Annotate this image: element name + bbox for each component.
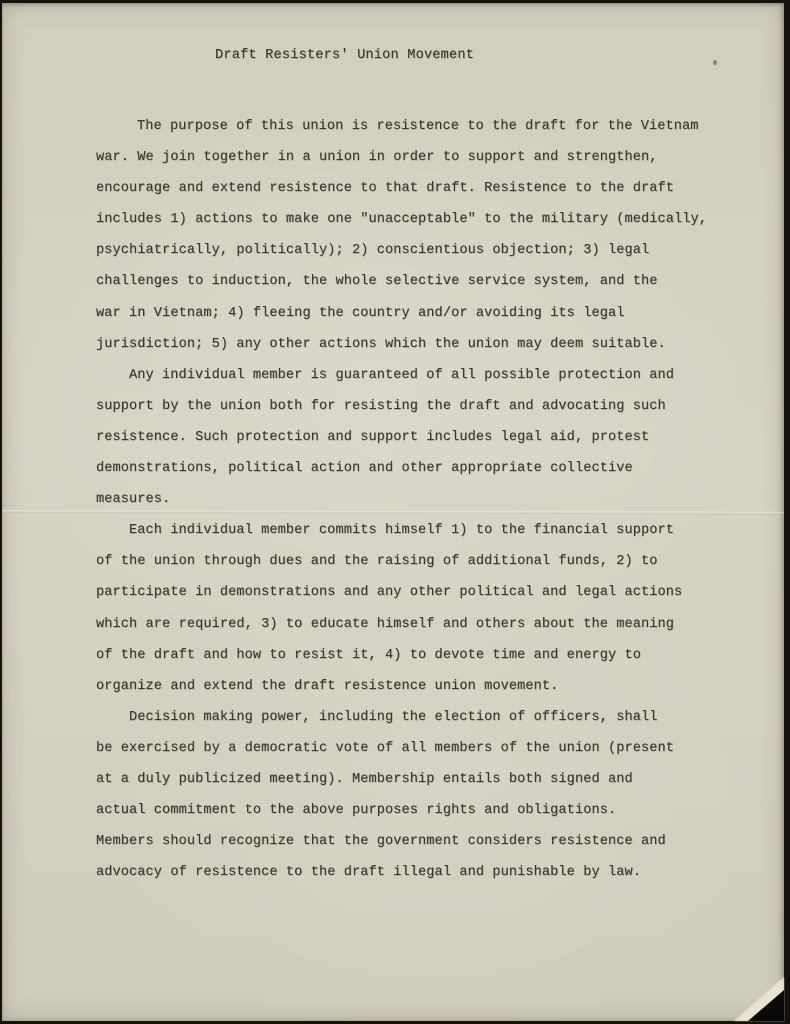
text-line: measures. [96, 492, 171, 508]
document-page [2, 3, 784, 888]
text-line: The purpose of this union is resistence to the draft for the Vietnam [137, 119, 699, 134]
text-line: participate in demonstrations and any other political and legal actions [96, 585, 683, 601]
text-line: Decision making power, including the election of officers, shall [129, 709, 658, 725]
text-line: Members should recognize that the government considers resistence and [96, 834, 666, 850]
text-line: jurisdiction; 5) any other actions which the union may deem suitable. [96, 336, 666, 352]
text-line: demonstrations, political action and other appropriate collective [96, 461, 633, 477]
text-line: includes 1) actions to make one "unacceptable" to the military (medically, [96, 212, 708, 228]
text-line: challenges to induction, the whole selective service system, and the [96, 274, 658, 290]
folded-corner-icon [748, 990, 784, 1021]
paper-sheet [2, 3, 784, 1021]
text-line: encourage and extend resistence to that draft. Resistence to the draft [96, 181, 675, 197]
paper-speck [713, 60, 717, 65]
text-line: actual commitment to the above purposes rights and obligations. [96, 803, 617, 819]
text-line: which are required, 3) to educate himself and others about the meaning [96, 616, 675, 632]
document-body [96, 111, 724, 888]
text-line: war in Vietnam; 4) fleeing the country and/or avoiding its legal [96, 305, 625, 321]
paragraph [96, 515, 724, 702]
text-line: of the draft and how to resist it, 4) to devote time and energy to [96, 647, 641, 663]
text-line: psychiatrically, politically); 2) conscientious objection; 3) legal [96, 243, 650, 259]
paragraph [96, 702, 724, 889]
text-line: organize and extend the draft resistence union movement. [96, 678, 559, 694]
text-line: Each individual member commits himself 1) to the financial support [129, 523, 674, 539]
text-line: war. We join together in a union in order to support and strengthen, [96, 150, 658, 166]
text-line: at a duly publicized meeting). Membership entails both signed and [96, 771, 633, 787]
page-title: Draft Resisters' Union Movement [215, 48, 475, 63]
paragraph [96, 360, 724, 515]
text-line: of the union through dues and the raising of additional funds, 2) to [96, 554, 658, 570]
text-line: Any individual member is guaranteed of all possible protection and [129, 367, 674, 383]
text-line: resistence. Such protection and support includes legal aid, protest [96, 429, 650, 445]
paragraph [96, 111, 724, 360]
text-line: support by the union both for resisting the draft and advocating such [96, 398, 666, 414]
text-line: be exercised by a democratic vote of all members of the union (present [96, 740, 675, 756]
text-line: advocacy of resistence to the draft illegal and punishable by law. [96, 865, 641, 881]
